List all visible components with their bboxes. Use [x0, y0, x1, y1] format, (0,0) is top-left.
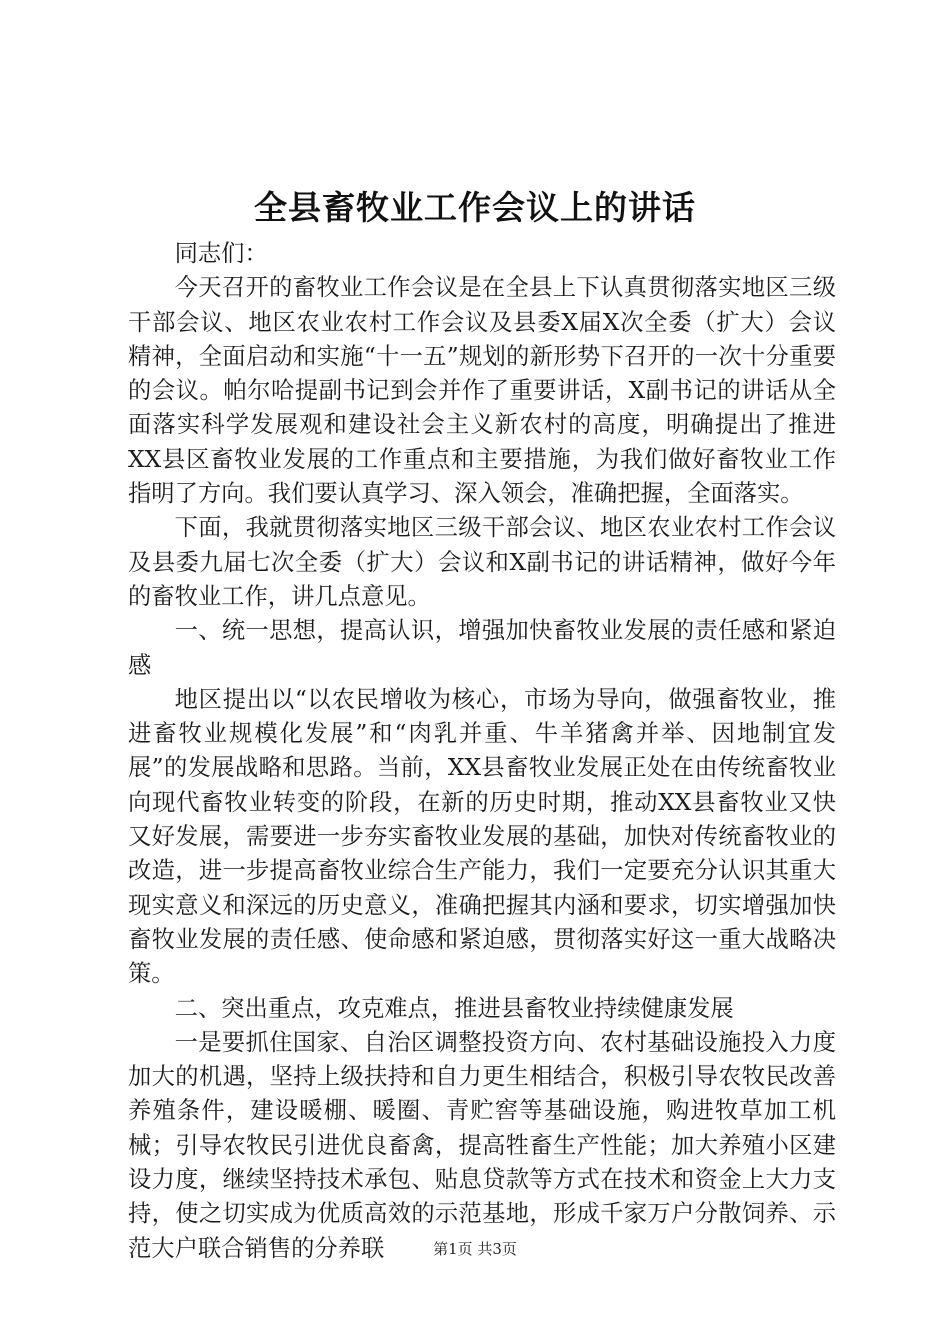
body-paragraph: 下面，我就贯彻落实地区三级干部会议、地区农业农村工作会议及县委九届七次全委（扩大）会议和X副书记的讲话精神，做好今年的畜牧业工作，讲几点意见。: [128, 514, 836, 610]
section-heading: 二、突出重点，攻克难点，推进县畜牧业持续健康发展: [174, 994, 734, 1022]
body-paragraph: 一是要抓住国家、自治区调整投资方向、农村基础设施投入力度加大的机遇，坚持上级扶持和自力更生相结合，积极引导农牧民改善养殖条件，建设暖棚、暖圈、青贮窖等基础设施，购进牧草加工机械；引导农牧民引进优良畜禽，提高牲畜生产性能；加大养殖小区建设力度，继续坚持技术承包、贴息贷款等方式在技术和资金上大力支持，使之切实成为优质高效的示范基地，形成千家万户分散饲养、示范大户联合销售的分养联: [128, 1028, 836, 1262]
document-title: 全县畜牧业工作会议上的讲话: [254, 188, 696, 227]
document-body: [128, 237, 836, 1266]
section-heading: 一、统一思想，提高认识，增强加快畜牧业发展的责任感和紧迫感: [128, 617, 836, 679]
salutation-paragraph: 同志们：: [174, 240, 268, 267]
body-paragraph: 今天召开的畜牧业工作会议是在全县上下认真贯彻落实地区三级干部会议、地区农业农村工作会议及县委X届X次全委（扩大）会议精神，全面启动和实施“十一五”规划的新形势下召开的一次十分重要的会议。帕尔哈提副书记到会并作了重要讲话，X副书记的讲话从全面落实科学发展观和建设社会主义新农村的高度，明确提出了推进XX县区畜牧业发展的工作重点和主要措施，为我们做好畜牧业工作指明了方向。我们要认真学习、深入领会，准确把握，全面落实。: [128, 274, 836, 508]
page-number-footer: 第1页 共3页: [433, 1240, 517, 1258]
body-paragraph: 地区提出以“以农民增收为核心，市场为导向，做强畜牧业，推进畜牧业规模化发展”和“肉乳并重、牛羊猪禽并举、因地制宜发展”的发展战略和思路。当前，XX县畜牧业发展正处在由传统畜牧业向现代畜牧业转变的阶段，在新的历史时期，推动XX县畜牧业又快又好发展，需要进一步夯实畜牧业发展的基础，加快对传统畜牧业的改造，进一步提高畜牧业综合生产能力，我们一定要充分认识其重大现实意义和深远的历史意义，准确把握其内涵和要求，切实增强加快畜牧业发展的责任感、使命感和紧迫感，贯彻落实好这一重大战略决策。: [128, 685, 836, 988]
